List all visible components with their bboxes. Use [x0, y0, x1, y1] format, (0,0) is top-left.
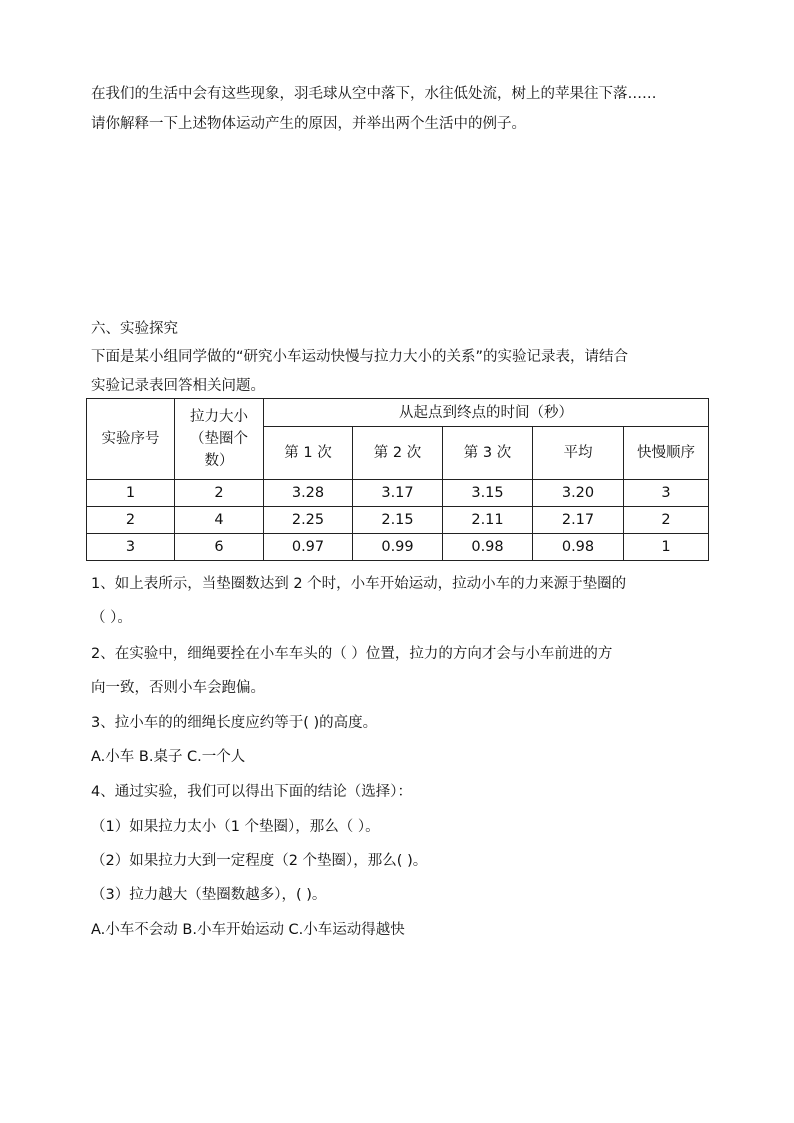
header-order: 快慢顺序: [624, 427, 709, 480]
cell-seq: 2: [87, 507, 175, 534]
question-1-line-2: （ ）。: [91, 610, 132, 626]
header-force-line-2: （垫圈个: [190, 431, 248, 447]
header-seq: 实验序号: [87, 399, 175, 480]
section-desc-2: 实验记录表回答相关问题。: [91, 378, 265, 394]
cell-t2: 2.15: [353, 507, 443, 534]
cell-t3: 0.98: [443, 534, 533, 561]
cell-avg: 2.17: [533, 507, 624, 534]
table-row: [87, 507, 709, 534]
experiment-table: [86, 398, 709, 561]
question-4-sub-3: （3）拉力越大（垫圈数越多），( )。: [91, 887, 327, 903]
question-4: 4、通过实验，我们可以得出下面的结论（选择）：: [91, 784, 412, 800]
header-force-line-1: 拉力大小: [190, 409, 248, 425]
cell-seq: 3: [87, 534, 175, 561]
question-4-options: A.小车不会动 B.小车开始运动 C.小车运动得越快: [91, 922, 405, 938]
cell-force: 2: [175, 480, 264, 507]
intro-line-2: 请你解释一下上述物体运动产生的原因，并举出两个生活中的例子。: [91, 116, 526, 132]
header-avg: 平均: [533, 427, 624, 480]
section-desc-1: 下面是某小组同学做的“研究小车运动快慢与拉力大小的关系”的实验记录表，请结合: [91, 349, 629, 365]
section-title: 六、实验探究: [91, 321, 178, 337]
header-t2: 第 2 次: [353, 427, 443, 480]
question-3: 3、拉小车的的细绳长度应约等于( )的高度。: [91, 715, 378, 731]
cell-avg: 0.98: [533, 534, 624, 561]
header-t3: 第 3 次: [443, 427, 533, 480]
header-time: 从起点到终点的时间（秒）: [264, 399, 709, 427]
question-2-line-1: 2、在实验中，细绳要拴在小车车头的（ ）位置，拉力的方向才会与小车前进的方: [91, 646, 613, 662]
cell-t2: 3.17: [353, 480, 443, 507]
cell-avg: 3.20: [533, 480, 624, 507]
cell-t1: 0.97: [264, 534, 353, 561]
question-3-options: A.小车 B.桌子 C.一个人: [91, 749, 246, 765]
cell-force: 6: [175, 534, 264, 561]
cell-force: 4: [175, 507, 264, 534]
intro-line-1: 在我们的生活中会有这些现象，羽毛球从空中落下，水往低处流，树上的苹果往下落……: [91, 86, 657, 102]
cell-t2: 0.99: [353, 534, 443, 561]
cell-t3: 3.15: [443, 480, 533, 507]
table-row: [87, 480, 709, 507]
cell-t1: 2.25: [264, 507, 353, 534]
cell-order: 2: [624, 507, 709, 534]
cell-seq: 1: [87, 480, 175, 507]
question-2-line-2: 向一致，否则小车会跑偏。: [91, 680, 265, 696]
header-t1: 第 1 次: [264, 427, 353, 480]
cell-order: 1: [624, 534, 709, 561]
header-force-line-3: 数）: [204, 453, 234, 469]
cell-t1: 3.28: [264, 480, 353, 507]
question-4-sub-2: （2）如果拉力大到一定程度（2 个垫圈），那么( )。: [91, 853, 428, 869]
question-4-sub-1: （1）如果拉力太小（1 个垫圈），那么（ ）。: [91, 819, 380, 835]
table-row: [87, 534, 709, 561]
question-1-line-1: 1、如上表所示，当垫圈数达到 2 个时，小车开始运动，拉动小车的力来源于垫圈的: [91, 576, 627, 592]
cell-order: 3: [624, 480, 709, 507]
cell-t3: 2.11: [443, 507, 533, 534]
header-force: [175, 399, 264, 480]
